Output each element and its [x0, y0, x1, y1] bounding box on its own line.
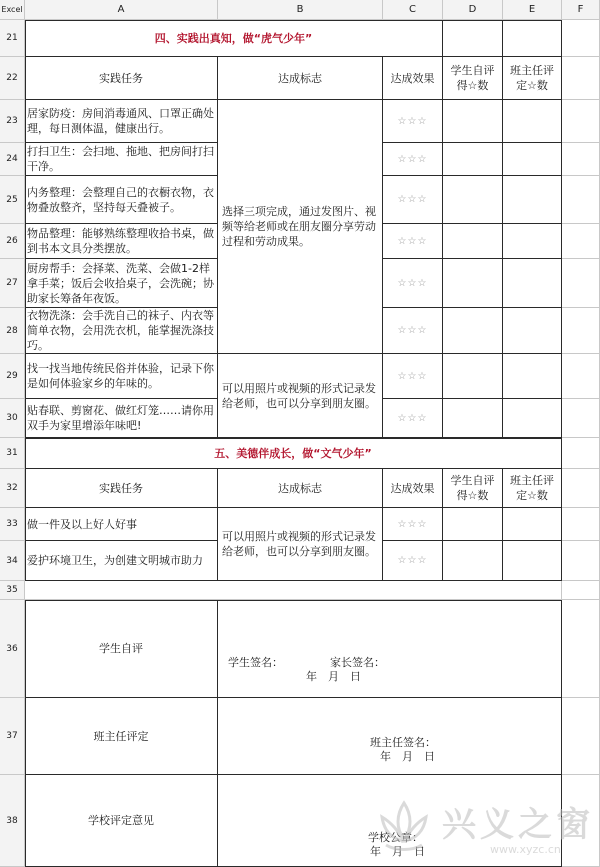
- criteria-cell[interactable]: 可以用照片或视频的形式记录发给老师，也可以分享到朋友圈。: [218, 508, 383, 581]
- star-rating[interactable]: ☆☆☆: [383, 308, 443, 354]
- task-cell[interactable]: 内务整理：会整理自己的衣橱衣物，衣物叠放整齐，坚持每天叠被子。: [25, 176, 218, 224]
- column-header-d[interactable]: D: [443, 0, 503, 20]
- school-eval-label[interactable]: 学校评定意见: [25, 775, 218, 867]
- student-signature-label: 学生签名：: [228, 656, 283, 669]
- empty-cell[interactable]: [562, 600, 600, 698]
- corner-cell[interactable]: Excel: [0, 0, 25, 20]
- criteria-cell[interactable]: 可以用照片或视频的形式记录发给老师，也可以分享到朋友圈。: [218, 354, 383, 438]
- row-number[interactable]: 36: [0, 600, 25, 698]
- criteria-cell[interactable]: 选择三项完成，通过发图片、视频等给老师或在朋友圈分享劳动过程和劳动成果。: [218, 100, 383, 354]
- teacher-eval-cell[interactable]: [503, 143, 562, 176]
- teacher-eval-cell[interactable]: [503, 399, 562, 438]
- empty-cell[interactable]: [562, 20, 600, 57]
- self-eval-cell[interactable]: [443, 308, 503, 354]
- section-title[interactable]: 五、美德伴成长，做“文气少年”: [25, 438, 562, 469]
- self-eval-cell[interactable]: [443, 100, 503, 143]
- empty-cell[interactable]: [562, 581, 600, 600]
- column-label-effect[interactable]: 达成效果: [383, 469, 443, 508]
- task-cell[interactable]: 贴春联、剪窗花、做红灯笼……请你用双手为家里增添年味吧!: [25, 399, 218, 438]
- row-number[interactable]: 25: [0, 176, 25, 224]
- row-number[interactable]: 28: [0, 308, 25, 354]
- column-header-e[interactable]: E: [503, 0, 562, 20]
- empty-cell[interactable]: [562, 176, 600, 224]
- teacher-eval-label[interactable]: 班主任评定: [25, 698, 218, 775]
- row-number[interactable]: 33: [0, 508, 25, 541]
- empty-cell[interactable]: [562, 469, 600, 508]
- column-label-criteria[interactable]: 达成标志: [218, 57, 383, 100]
- star-rating[interactable]: ☆☆☆: [383, 176, 443, 224]
- task-cell[interactable]: 厨房帮手：会择菜、洗菜、会做1-2样拿手菜；饭后会收拾桌子，会洗碗；协助家长筹备年夜饭。: [25, 259, 218, 308]
- task-cell[interactable]: 居家防疫：房间消毒通风、口罩正确处理，每日测体温，健康出行。: [25, 100, 218, 143]
- empty-cell[interactable]: [443, 20, 503, 57]
- teacher-eval-cell[interactable]: [503, 508, 562, 541]
- empty-cell[interactable]: [562, 224, 600, 259]
- column-label-teacher-eval[interactable]: 班主任评定☆数: [503, 57, 562, 100]
- empty-cell[interactable]: [562, 354, 600, 399]
- empty-cell[interactable]: [562, 259, 600, 308]
- task-cell[interactable]: 打扫卫生：会扫地、拖地、把房间打扫干净。: [25, 143, 218, 176]
- teacher-eval-cell[interactable]: [503, 259, 562, 308]
- column-label-criteria[interactable]: 达成标志: [218, 469, 383, 508]
- star-rating[interactable]: ☆☆☆: [383, 541, 443, 581]
- star-rating[interactable]: ☆☆☆: [383, 508, 443, 541]
- watermark-url: www.xyzc.cn: [490, 843, 561, 856]
- star-rating[interactable]: ☆☆☆: [383, 259, 443, 308]
- star-rating[interactable]: ☆☆☆: [383, 354, 443, 399]
- self-eval-cell[interactable]: [443, 176, 503, 224]
- row-number[interactable]: 34: [0, 541, 25, 581]
- teacher-eval-cell[interactable]: [503, 224, 562, 259]
- date-label: 年 月 日: [370, 845, 425, 858]
- task-cell[interactable]: 衣物洗涤：会手洗自己的袜子、内衣等简单衣物，会用洗衣机，能掌握洗涤技巧。: [25, 308, 218, 354]
- column-label-effect[interactable]: 达成效果: [383, 57, 443, 100]
- date-label: 年 月 日: [380, 750, 435, 763]
- column-label-self-eval[interactable]: 学生自评得☆数: [443, 469, 503, 508]
- column-label-task[interactable]: 实践任务: [25, 469, 218, 508]
- column-label-teacher-eval[interactable]: 班主任评定☆数: [503, 469, 562, 508]
- self-eval-cell[interactable]: [443, 224, 503, 259]
- section-title[interactable]: 四、实践出真知，做“虎气少年”: [25, 20, 443, 57]
- column-header-b[interactable]: B: [218, 0, 383, 20]
- row-number[interactable]: 31: [0, 438, 25, 469]
- empty-row[interactable]: [25, 581, 562, 600]
- teacher-eval-cell[interactable]: [503, 354, 562, 399]
- column-header-a[interactable]: A: [25, 0, 218, 20]
- empty-cell[interactable]: [562, 100, 600, 143]
- date-label: 年 月 日: [306, 670, 361, 683]
- school-seal-label: 学校公章：: [368, 831, 423, 844]
- self-eval-cell[interactable]: [443, 399, 503, 438]
- empty-cell[interactable]: [562, 308, 600, 354]
- row-number[interactable]: 32: [0, 469, 25, 508]
- lotus-logo-icon: [372, 795, 436, 859]
- column-header-f[interactable]: F: [562, 0, 600, 20]
- column-label-self-eval[interactable]: 学生自评得☆数: [443, 57, 503, 100]
- empty-cell[interactable]: [562, 698, 600, 775]
- student-eval-area[interactable]: [218, 600, 562, 698]
- star-rating[interactable]: ☆☆☆: [383, 143, 443, 176]
- empty-cell[interactable]: [562, 399, 600, 438]
- row-number[interactable]: 22: [0, 57, 25, 100]
- watermark: [372, 791, 594, 863]
- empty-cell[interactable]: [562, 57, 600, 100]
- task-cell[interactable]: 爱护环境卫生，为创建文明城市助力: [25, 541, 218, 581]
- empty-cell[interactable]: [503, 20, 562, 57]
- star-rating[interactable]: ☆☆☆: [383, 100, 443, 143]
- star-rating[interactable]: ☆☆☆: [383, 224, 443, 259]
- teacher-eval-area[interactable]: [218, 698, 562, 775]
- empty-cell[interactable]: [562, 143, 600, 176]
- row-number[interactable]: 35: [0, 581, 25, 600]
- teacher-signature-label: 班主任签名：: [370, 736, 436, 749]
- row-number[interactable]: 26: [0, 224, 25, 259]
- star-rating[interactable]: ☆☆☆: [383, 399, 443, 438]
- row-number[interactable]: 37: [0, 698, 25, 775]
- teacher-eval-cell[interactable]: [503, 176, 562, 224]
- row-number[interactable]: 38: [0, 775, 25, 867]
- empty-cell[interactable]: [562, 508, 600, 541]
- student-eval-label[interactable]: 学生自评: [25, 600, 218, 698]
- empty-cell[interactable]: [562, 438, 600, 469]
- self-eval-cell[interactable]: [443, 508, 503, 541]
- empty-cell[interactable]: [562, 541, 600, 581]
- self-eval-cell[interactable]: [443, 259, 503, 308]
- row-number[interactable]: 23: [0, 100, 25, 143]
- row-number[interactable]: 27: [0, 259, 25, 308]
- teacher-eval-cell[interactable]: [503, 100, 562, 143]
- teacher-eval-cell[interactable]: [503, 308, 562, 354]
- column-header-c[interactable]: C: [383, 0, 443, 20]
- column-label-task[interactable]: 实践任务: [25, 57, 218, 100]
- parent-signature-label: 家长签名：: [330, 656, 385, 669]
- row-number[interactable]: 29: [0, 354, 25, 399]
- row-number[interactable]: 24: [0, 143, 25, 176]
- self-eval-cell[interactable]: [443, 541, 503, 581]
- task-cell[interactable]: 物品整理：能够熟练整理收拾书桌，做到书本文具分类摆放。: [25, 224, 218, 259]
- row-number[interactable]: 30: [0, 399, 25, 438]
- task-cell[interactable]: 做一件及以上好人好事: [25, 508, 218, 541]
- self-eval-cell[interactable]: [443, 354, 503, 399]
- teacher-eval-cell[interactable]: [503, 541, 562, 581]
- row-number[interactable]: 21: [0, 20, 25, 57]
- task-cell[interactable]: 找一找当地传统民俗并体验，记录下你是如何体验家乡的年味的。: [25, 354, 218, 399]
- self-eval-cell[interactable]: [443, 143, 503, 176]
- watermark-brand: 兴义之窗: [442, 805, 594, 845]
